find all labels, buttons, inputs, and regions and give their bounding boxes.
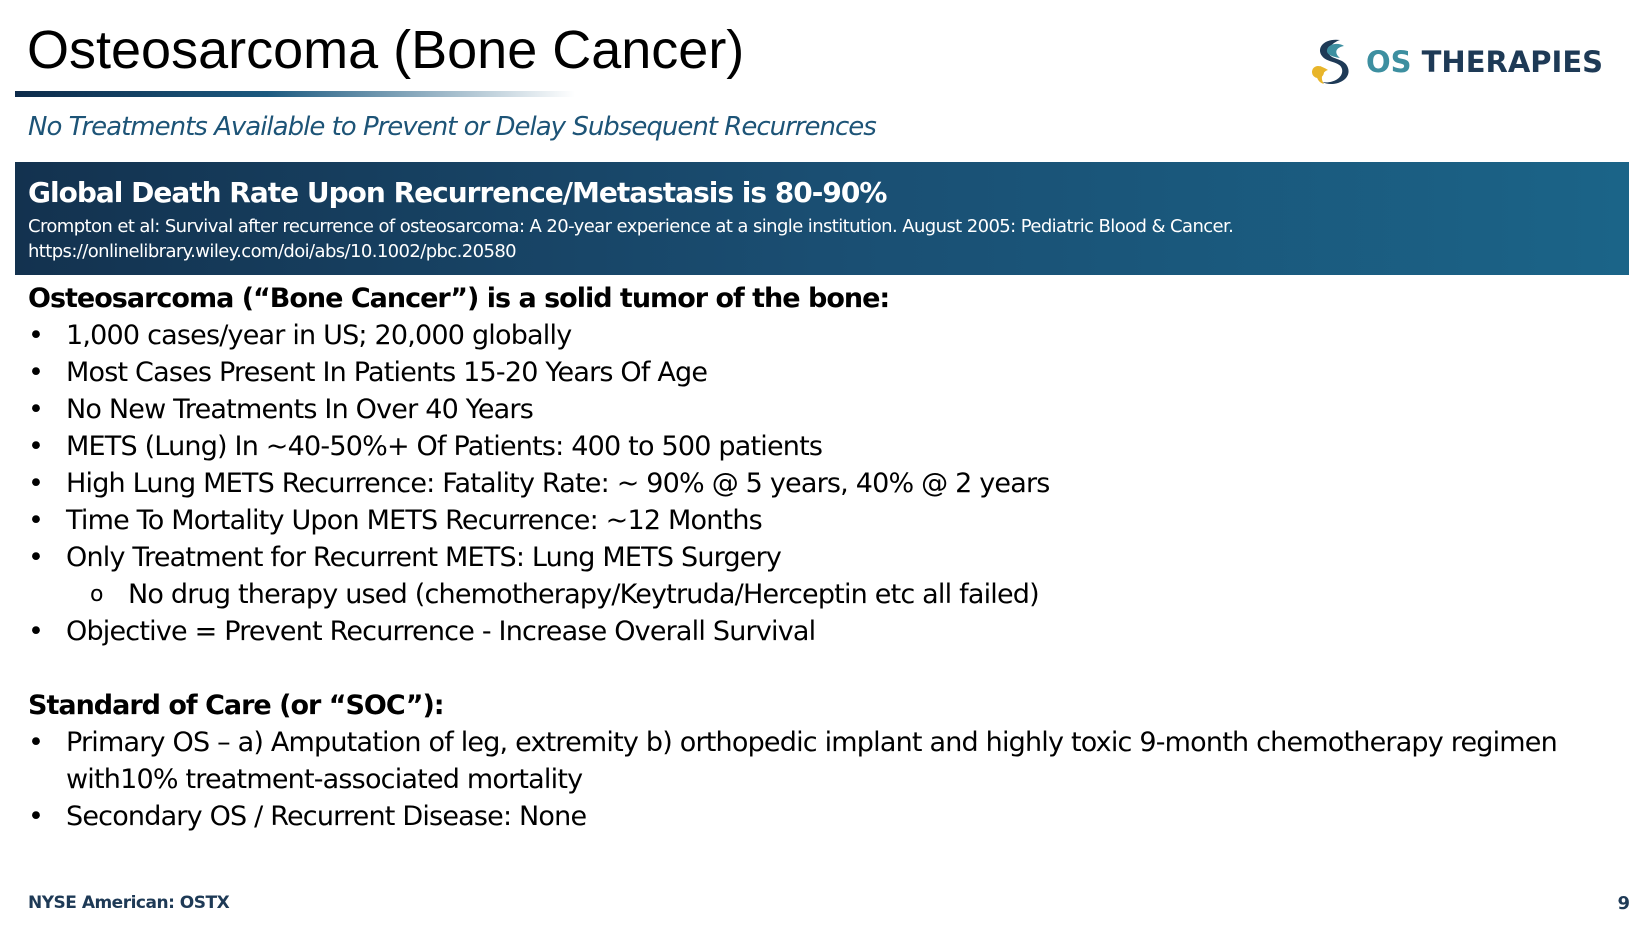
hollow-bullet-icon: o [90, 582, 103, 607]
citation-url: https://onlinelibrary.wiley.com/doi/abs/10.1002/pbc.20580 [28, 241, 517, 262]
bullet-icon: • [28, 431, 44, 462]
section-heading-standard-of-care: Standard of Care (or “SOC”): [28, 690, 444, 721]
list-item: • Most Cases Present In Patients 15-20 Years Of Age [28, 354, 1598, 391]
bullet-icon: • [28, 320, 44, 351]
bullet-icon: • [28, 542, 44, 573]
bullet-icon: • [28, 801, 44, 832]
death-rate-banner [15, 162, 1629, 275]
osteosarcoma-facts-list [28, 317, 1598, 650]
list-item: • Objective = Prevent Recurrence - Increase Overall Survival [28, 613, 1598, 650]
page-number: 9 [1617, 893, 1630, 914]
section-heading-osteosarcoma: Osteosarcoma (“Bone Cancer”) is a solid tumor of the bone: [28, 283, 890, 314]
list-item: • METS (Lung) In ~40-50%+ Of Patients: 400 to 500 patients [28, 428, 1598, 465]
list-item: • Secondary OS / Recurrent Disease: None [28, 798, 1598, 835]
bullet-icon: • [28, 727, 44, 758]
company-logo [1310, 36, 1603, 88]
citation-line: Crompton et al: Survival after recurrence of osteosarcoma: A 20-year experience at a single institution. August 2005: Pediatric Blood & Cancer. [28, 216, 1234, 237]
sub-list-item: o No drug therapy used (chemotherapy/Keytruda/Herceptin etc all failed) [28, 576, 1598, 613]
list-item: • 1,000 cases/year in US; 20,000 globally [28, 317, 1598, 354]
banner-citation [28, 214, 1588, 264]
footer-ticker: NYSE American: OSTX [28, 893, 230, 913]
slide-subtitle: No Treatments Available to Prevent or Delay Subsequent Recurrences [28, 112, 876, 142]
bullet-icon: • [28, 616, 44, 647]
list-item: • Time To Mortality Upon METS Recurrence: ~12 Months [28, 502, 1598, 539]
list-item: • Only Treatment for Recurrent METS: Lung METS Surgery [28, 539, 1598, 576]
slide-body [28, 280, 1598, 835]
standard-of-care-list [28, 724, 1598, 835]
list-item: • Primary OS – a) Amputation of leg, extremity b) orthopedic implant and highly toxic 9-month chemotherapy regimen with10% treatment-associated mortality [28, 724, 1598, 798]
title-underline [15, 91, 575, 97]
bullet-icon: • [28, 505, 44, 536]
banner-title: Global Death Rate Upon Recurrence/Metastasis is 80-90% [28, 176, 887, 209]
logo-wordmark: OS THERAPIES [1366, 45, 1604, 79]
bullet-icon: • [28, 468, 44, 499]
slide-title: Osteosarcoma (Bone Cancer) [27, 20, 745, 80]
os-therapies-logo-icon [1310, 36, 1356, 88]
bullet-icon: • [28, 394, 44, 425]
list-item: • High Lung METS Recurrence: Fatality Rate: ~ 90% @ 5 years, 40% @ 2 years [28, 465, 1598, 502]
bullet-icon: • [28, 357, 44, 388]
list-item: • No New Treatments In Over 40 Years [28, 391, 1598, 428]
